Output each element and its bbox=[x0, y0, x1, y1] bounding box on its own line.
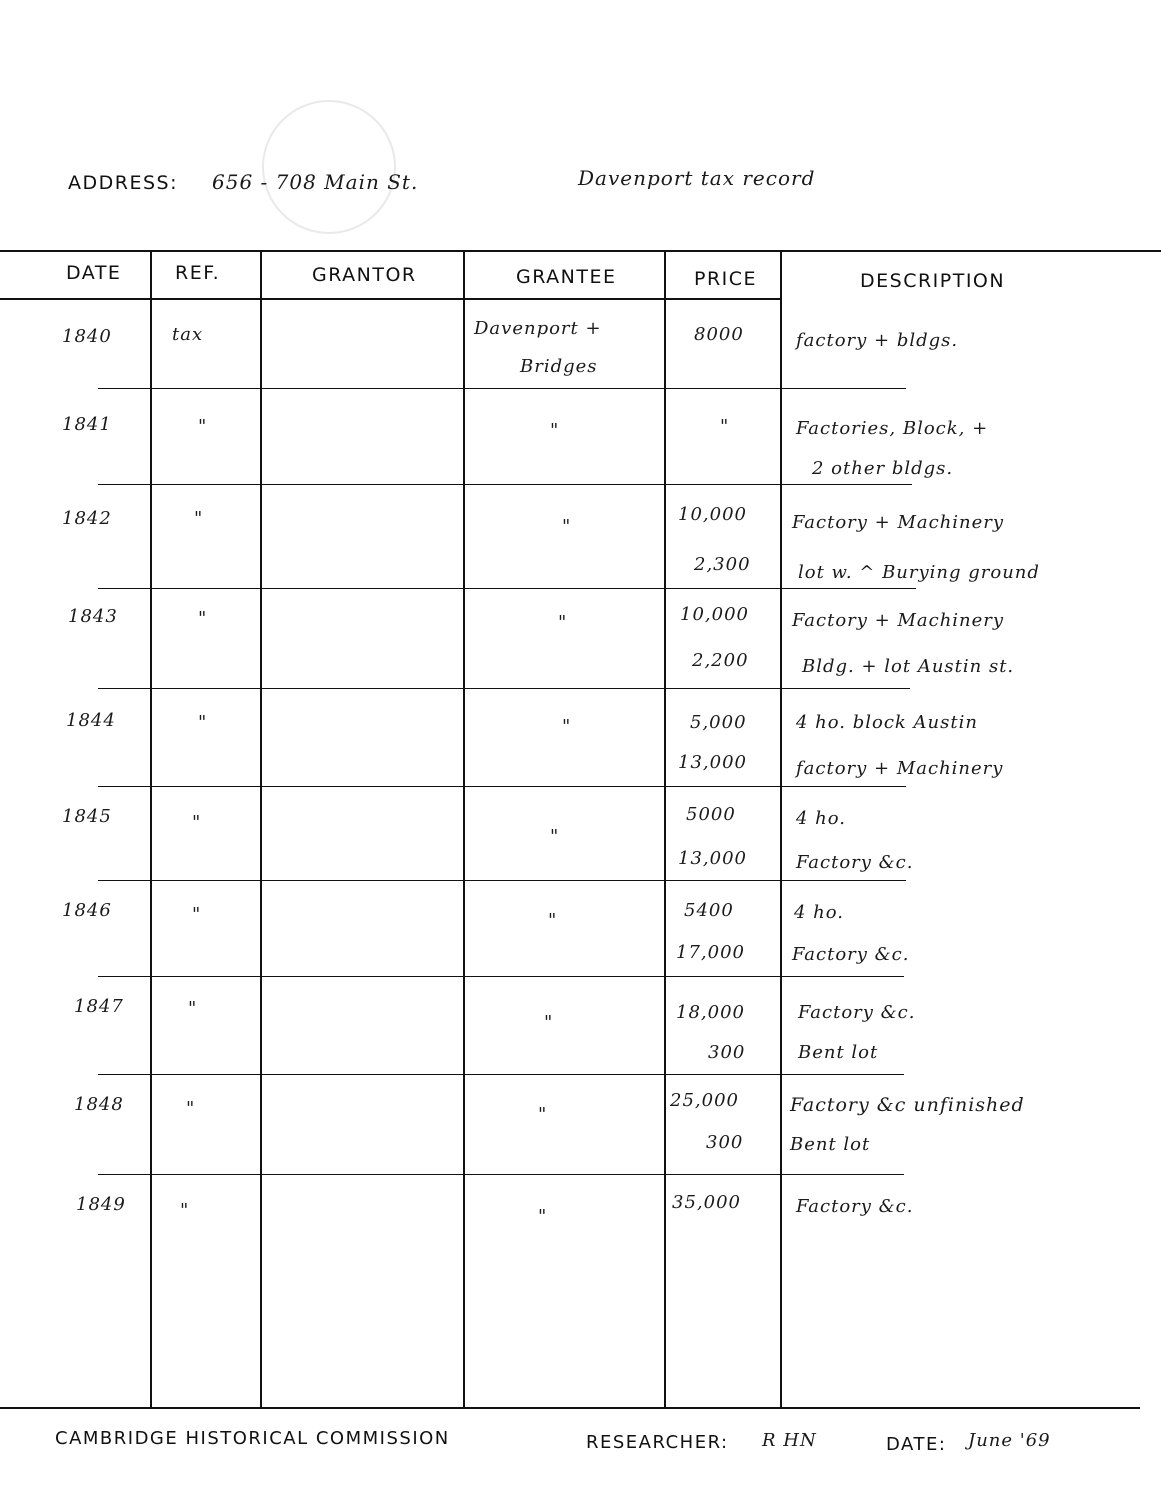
footer-researcher-value: R HN bbox=[762, 1430, 817, 1451]
row-date: 1847 bbox=[74, 996, 124, 1017]
row-price: 10,000 bbox=[680, 604, 749, 625]
row-description-line2: Bent lot bbox=[798, 1042, 879, 1063]
row-grantee: " bbox=[558, 612, 568, 633]
row-date: 1848 bbox=[74, 1094, 124, 1115]
row-description: Factories, Block, + bbox=[796, 418, 989, 439]
row-date: 1840 bbox=[62, 326, 112, 347]
row-description-line2: Factory &c. bbox=[796, 852, 914, 873]
row-grantee: " bbox=[550, 420, 560, 441]
row-ref: " bbox=[188, 998, 198, 1019]
row-price: 10,000 bbox=[678, 504, 747, 525]
row-grantee: " bbox=[562, 516, 572, 537]
row-description-line2: Factory &c. bbox=[792, 944, 910, 965]
row-ref: tax bbox=[172, 324, 204, 345]
column-header-grantee: GRANTEE bbox=[516, 266, 617, 288]
row-price-line2: 2,200 bbox=[692, 650, 749, 671]
row-date: 1845 bbox=[62, 806, 112, 827]
row-separator bbox=[98, 1074, 904, 1075]
col-rule-5 bbox=[780, 250, 782, 1407]
column-header-date: DATE bbox=[66, 262, 122, 284]
row-separator bbox=[98, 1174, 904, 1175]
row-price: 8000 bbox=[694, 324, 744, 345]
row-grantee: " bbox=[548, 910, 558, 931]
row-ref: " bbox=[198, 416, 208, 437]
row-price-line2: 13,000 bbox=[678, 848, 747, 869]
header-separator bbox=[0, 298, 780, 300]
row-price: 5000 bbox=[686, 804, 736, 825]
row-grantee-line2: Bridges bbox=[520, 356, 598, 377]
row-ref: " bbox=[186, 1098, 196, 1119]
row-price-line2: 300 bbox=[708, 1042, 746, 1063]
row-description: 4 ho. bbox=[794, 902, 845, 923]
row-separator bbox=[98, 688, 910, 689]
row-separator bbox=[98, 786, 906, 787]
footer-date-value: June '69 bbox=[968, 1430, 1051, 1451]
row-ref: " bbox=[180, 1200, 190, 1221]
row-separator bbox=[98, 588, 916, 589]
row-price: " bbox=[720, 416, 730, 437]
table-bottom-border bbox=[0, 1407, 1140, 1409]
row-price-line2: 17,000 bbox=[676, 942, 745, 963]
column-header-grantor: GRANTOR bbox=[312, 264, 417, 286]
row-description-line2: Bent lot bbox=[790, 1134, 871, 1155]
row-separator bbox=[98, 880, 906, 881]
row-grantee: " bbox=[550, 826, 560, 847]
column-header-description: DESCRIPTION bbox=[860, 270, 1006, 292]
footer-organization: CAMBRIDGE HISTORICAL COMMISSION bbox=[55, 1428, 450, 1449]
row-description: Factory &c unfinished bbox=[790, 1094, 1025, 1116]
row-date: 1849 bbox=[76, 1194, 126, 1215]
row-description: Factory &c. bbox=[796, 1196, 914, 1217]
row-price: 5,000 bbox=[690, 712, 747, 733]
row-date: 1843 bbox=[68, 606, 118, 627]
row-separator bbox=[98, 976, 904, 977]
row-date: 1841 bbox=[62, 414, 112, 435]
row-price-line2: 300 bbox=[706, 1132, 744, 1153]
row-grantee: " bbox=[538, 1104, 548, 1125]
header-note: Davenport tax record bbox=[578, 166, 816, 190]
row-date: 1846 bbox=[62, 900, 112, 921]
row-description-line2: factory + Machinery bbox=[796, 758, 1004, 779]
row-date: 1844 bbox=[66, 710, 116, 731]
row-grantee: Davenport + bbox=[474, 318, 602, 339]
footer-date-label: DATE: bbox=[886, 1434, 947, 1455]
row-description: Factory &c. bbox=[798, 1002, 916, 1023]
row-ref: " bbox=[194, 508, 204, 529]
row-price-line2: 2,300 bbox=[694, 554, 751, 575]
row-separator bbox=[98, 484, 912, 485]
address-label: ADDRESS: bbox=[68, 172, 178, 194]
row-ref: " bbox=[198, 608, 208, 629]
row-grantee: " bbox=[544, 1012, 554, 1033]
row-price: 35,000 bbox=[672, 1192, 741, 1213]
col-rule-3 bbox=[463, 250, 465, 1407]
row-ref: " bbox=[192, 904, 202, 925]
row-grantee: " bbox=[538, 1206, 548, 1227]
row-description-line2: lot w. ^ Burying ground bbox=[798, 562, 1040, 583]
address-value: 656 - 708 Main St. bbox=[212, 170, 419, 194]
column-header-price: PRICE bbox=[694, 268, 758, 290]
col-rule-4 bbox=[664, 250, 666, 1407]
footer-researcher-label: RESEARCHER: bbox=[586, 1432, 729, 1453]
row-separator bbox=[98, 388, 906, 389]
row-description: 4 ho. bbox=[796, 808, 847, 829]
row-date: 1842 bbox=[62, 508, 112, 529]
row-description-line2: 2 other bldgs. bbox=[812, 458, 954, 479]
row-price: 18,000 bbox=[676, 1002, 745, 1023]
row-description: Factory + Machinery bbox=[792, 610, 1005, 631]
row-price: 25,000 bbox=[670, 1090, 739, 1111]
row-ref: " bbox=[198, 712, 208, 733]
row-description: Factory + Machinery bbox=[792, 512, 1005, 533]
row-description: 4 ho. block Austin bbox=[796, 712, 978, 733]
col-rule-2 bbox=[260, 250, 262, 1407]
row-price-line2: 13,000 bbox=[678, 752, 747, 773]
row-ref: " bbox=[192, 812, 202, 833]
row-price: 5400 bbox=[684, 900, 734, 921]
bleed-through-stamp bbox=[262, 100, 396, 234]
column-header-ref: REF. bbox=[175, 262, 221, 284]
row-grantee: " bbox=[562, 716, 572, 737]
col-rule-1 bbox=[150, 250, 152, 1407]
row-description: factory + bldgs. bbox=[796, 330, 959, 351]
row-description-line2: Bldg. + lot Austin st. bbox=[802, 656, 1015, 677]
table-top-border bbox=[0, 250, 1161, 252]
